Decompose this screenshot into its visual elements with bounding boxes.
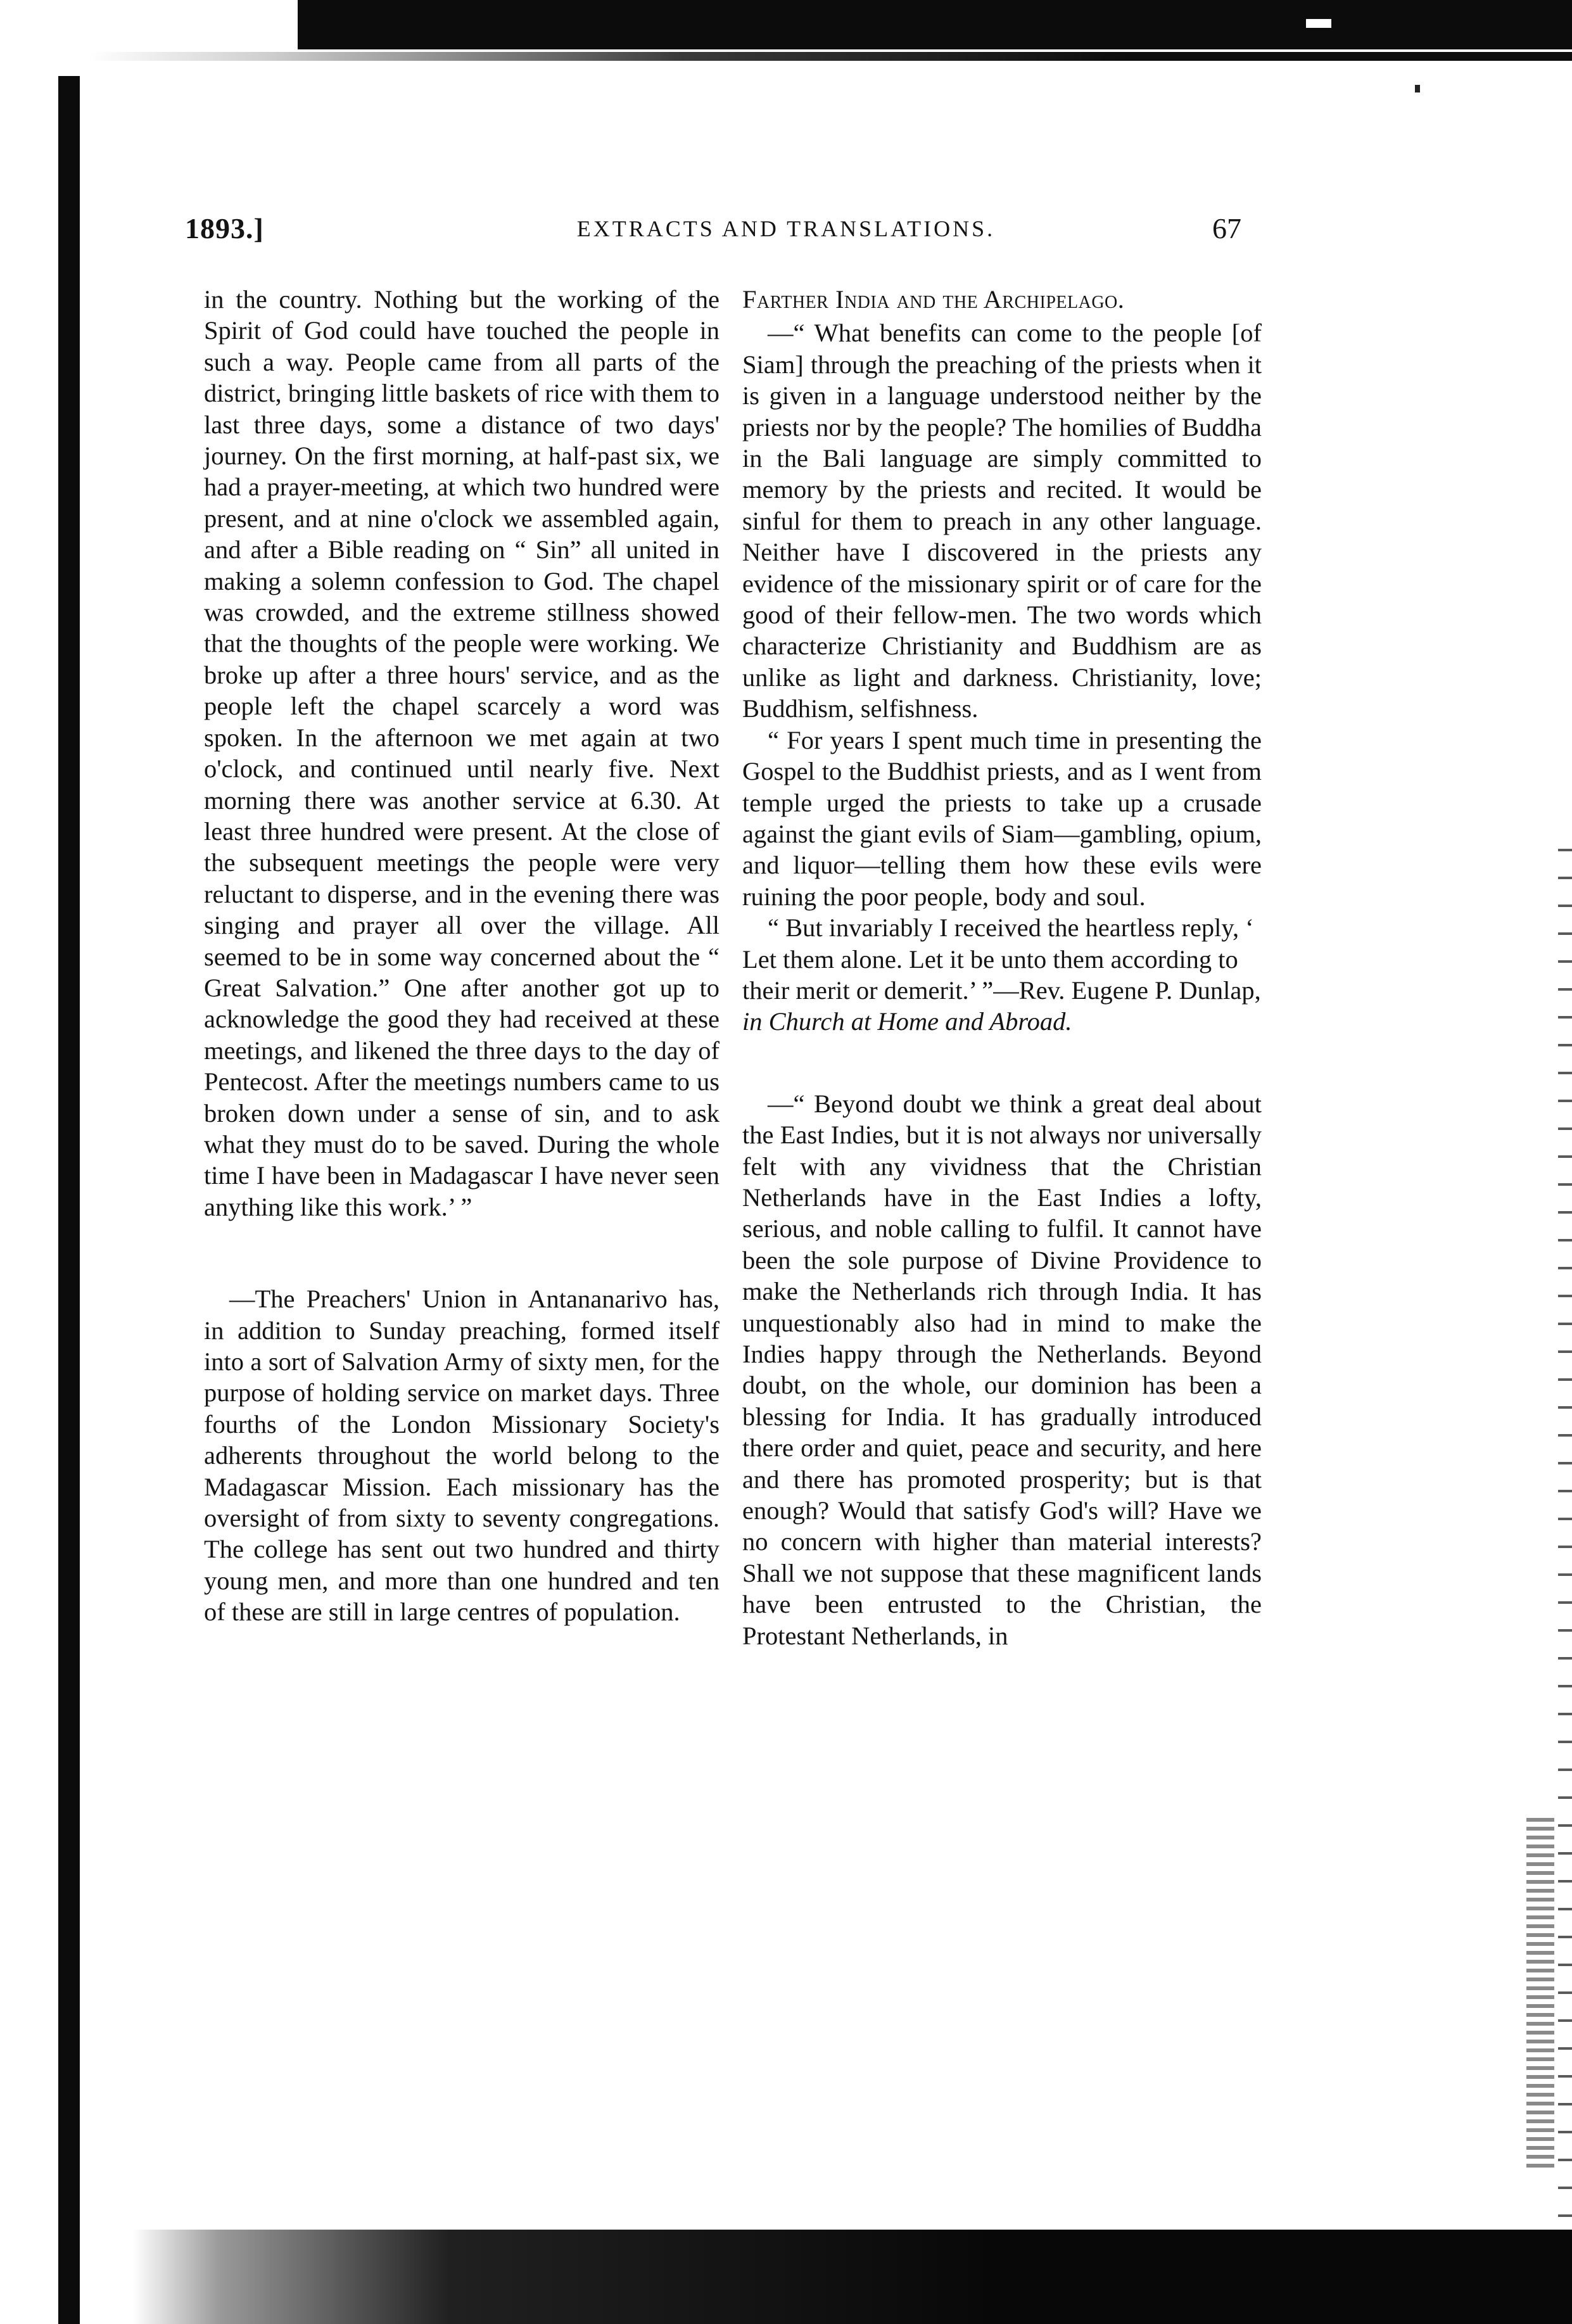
paragraph-heartless-reply xyxy=(742,912,1262,1038)
scan-border-left xyxy=(58,76,80,2324)
scan-border-top xyxy=(298,0,1572,49)
quote-text: “ But invariably I received the heartless reply, ‘ Let them alone. Let it be unto them according to their merit or demerit.’ ”—Rev. Eugene P. Dunlap, xyxy=(742,913,1261,1005)
quote-source: in Church at Home and Abroad. xyxy=(742,1007,1072,1036)
paragraph-siam-priests: —“ What benefits can come to the people [of Siam] through the preaching of the priests when it is given in a language understood neither by the priests nor by the people? The homilies of Buddha in the Bali language are simply committed to memory by the priests and recited. It would be sinful for them to preach in any other language. Neither have I discovered in the priests any evidence of the missionary spirit or of care for the good of their fellow-men. The two words which characterize Christianity and Buddhism are as unlike as light and darkness. Christianity, love; Buddhism, selfishness. xyxy=(742,319,1262,723)
left-column xyxy=(204,284,719,1628)
scan-border-bottom xyxy=(133,2230,1572,2324)
page-number: 67 xyxy=(1212,212,1241,244)
paragraph-continued: in the country. Nothing but the working of the Spirit of God could have touched the people in such a way. People came from all parts of the district, bringing little baskets of rice with them to last three days, some a distance of two days' journey. On the first morning, at half-past six, we had a prayer-meeting, at which two hundred were present, and at nine o'clock we assembled again, and after a Bible reading on “ Sin” all united in making a solemn confession to God. The chapel was crowded, and the extreme stillness showed that the thoughts of the people were working. We broke up after a three hours' service, and as the people left the chapel scarcely a word was spoken. In the afternoon we met again at two o'clock, and continued until nearly five. Next morning there was another service at 6.30. At least three hundred were present. At the close of the subsequent meetings the people were very reluctant to disperse, and in the evening there was singing and prayer all over the village. All seemed to be in some way concerned about the “ Great Salvation.” One after another got up to acknowledge the good they had received at these meetings, and likened the three days to the day of Pentecost. After the meetings numbers came to us broken down under a sense of sin, and to ask what they must do to be saved. During the whole time I have been in Madagascar I have never seen anything like this work.’ ” xyxy=(204,285,719,1221)
paragraph-preachers-union: —The Preachers' Union in Antananarivo has, in addition to Sunday preaching, formed itself into a sort of Salvation Army of sixty men, for the purpose of holding service on market days. Three fourths of the London Missionary Society's adherents throughout the world belong to the Madagascar Mission. Each missionary has the oversight of from sixty to seventy congregations. The college has sent out two hundred and thirty young men, and more than one hundred and ten of these are still in large centres of population. xyxy=(204,1285,719,1627)
section-heading: Farther India and the Archipelago. xyxy=(742,285,1125,314)
scan-rule-top xyxy=(89,52,1572,61)
header-year: 1893.] xyxy=(185,212,264,244)
scan-noise-right xyxy=(1526,1818,1554,2173)
right-column xyxy=(742,284,1262,1651)
scan-speck xyxy=(1415,85,1420,92)
paragraph-buddhist-priests: “ For years I spent much time in presenting the Gospel to the Buddhist priests, and as I went from temple urged the priests to take up a crusade against the giant evils of Siam—gambling, opium, and liquor—telling them how these evils were ruining the poor people, body and soul. xyxy=(742,725,1262,911)
scan-edge-right xyxy=(1558,823,1572,2217)
running-title: EXTRACTS AND TRANSLATIONS. xyxy=(576,216,996,241)
paragraph-east-indies: —“ Beyond doubt we think a great deal about the East Indies, but it is not always nor universally felt with any vividness that the Christian Netherlands have in the East Indies a lofty, serious, and noble calling to fulfil. It cannot have been the sole purpose of Divine Providence to make the Netherlands rich through India. It has unquestionably also had in mind to make the Indies happy through the Netherlands. Beyond doubt, on the whole, our dominion has been a blessing for India. It has gradually introduced there order and quiet, peace and security, and here and there has promoted prosperity; but is that enough? Would that satisfy God's will? Have we no concern with higher than material interests? Shall we not suppose that these magnificent lands have been entrusted to the Christian, the Protestant Netherlands, in xyxy=(742,1089,1262,1650)
